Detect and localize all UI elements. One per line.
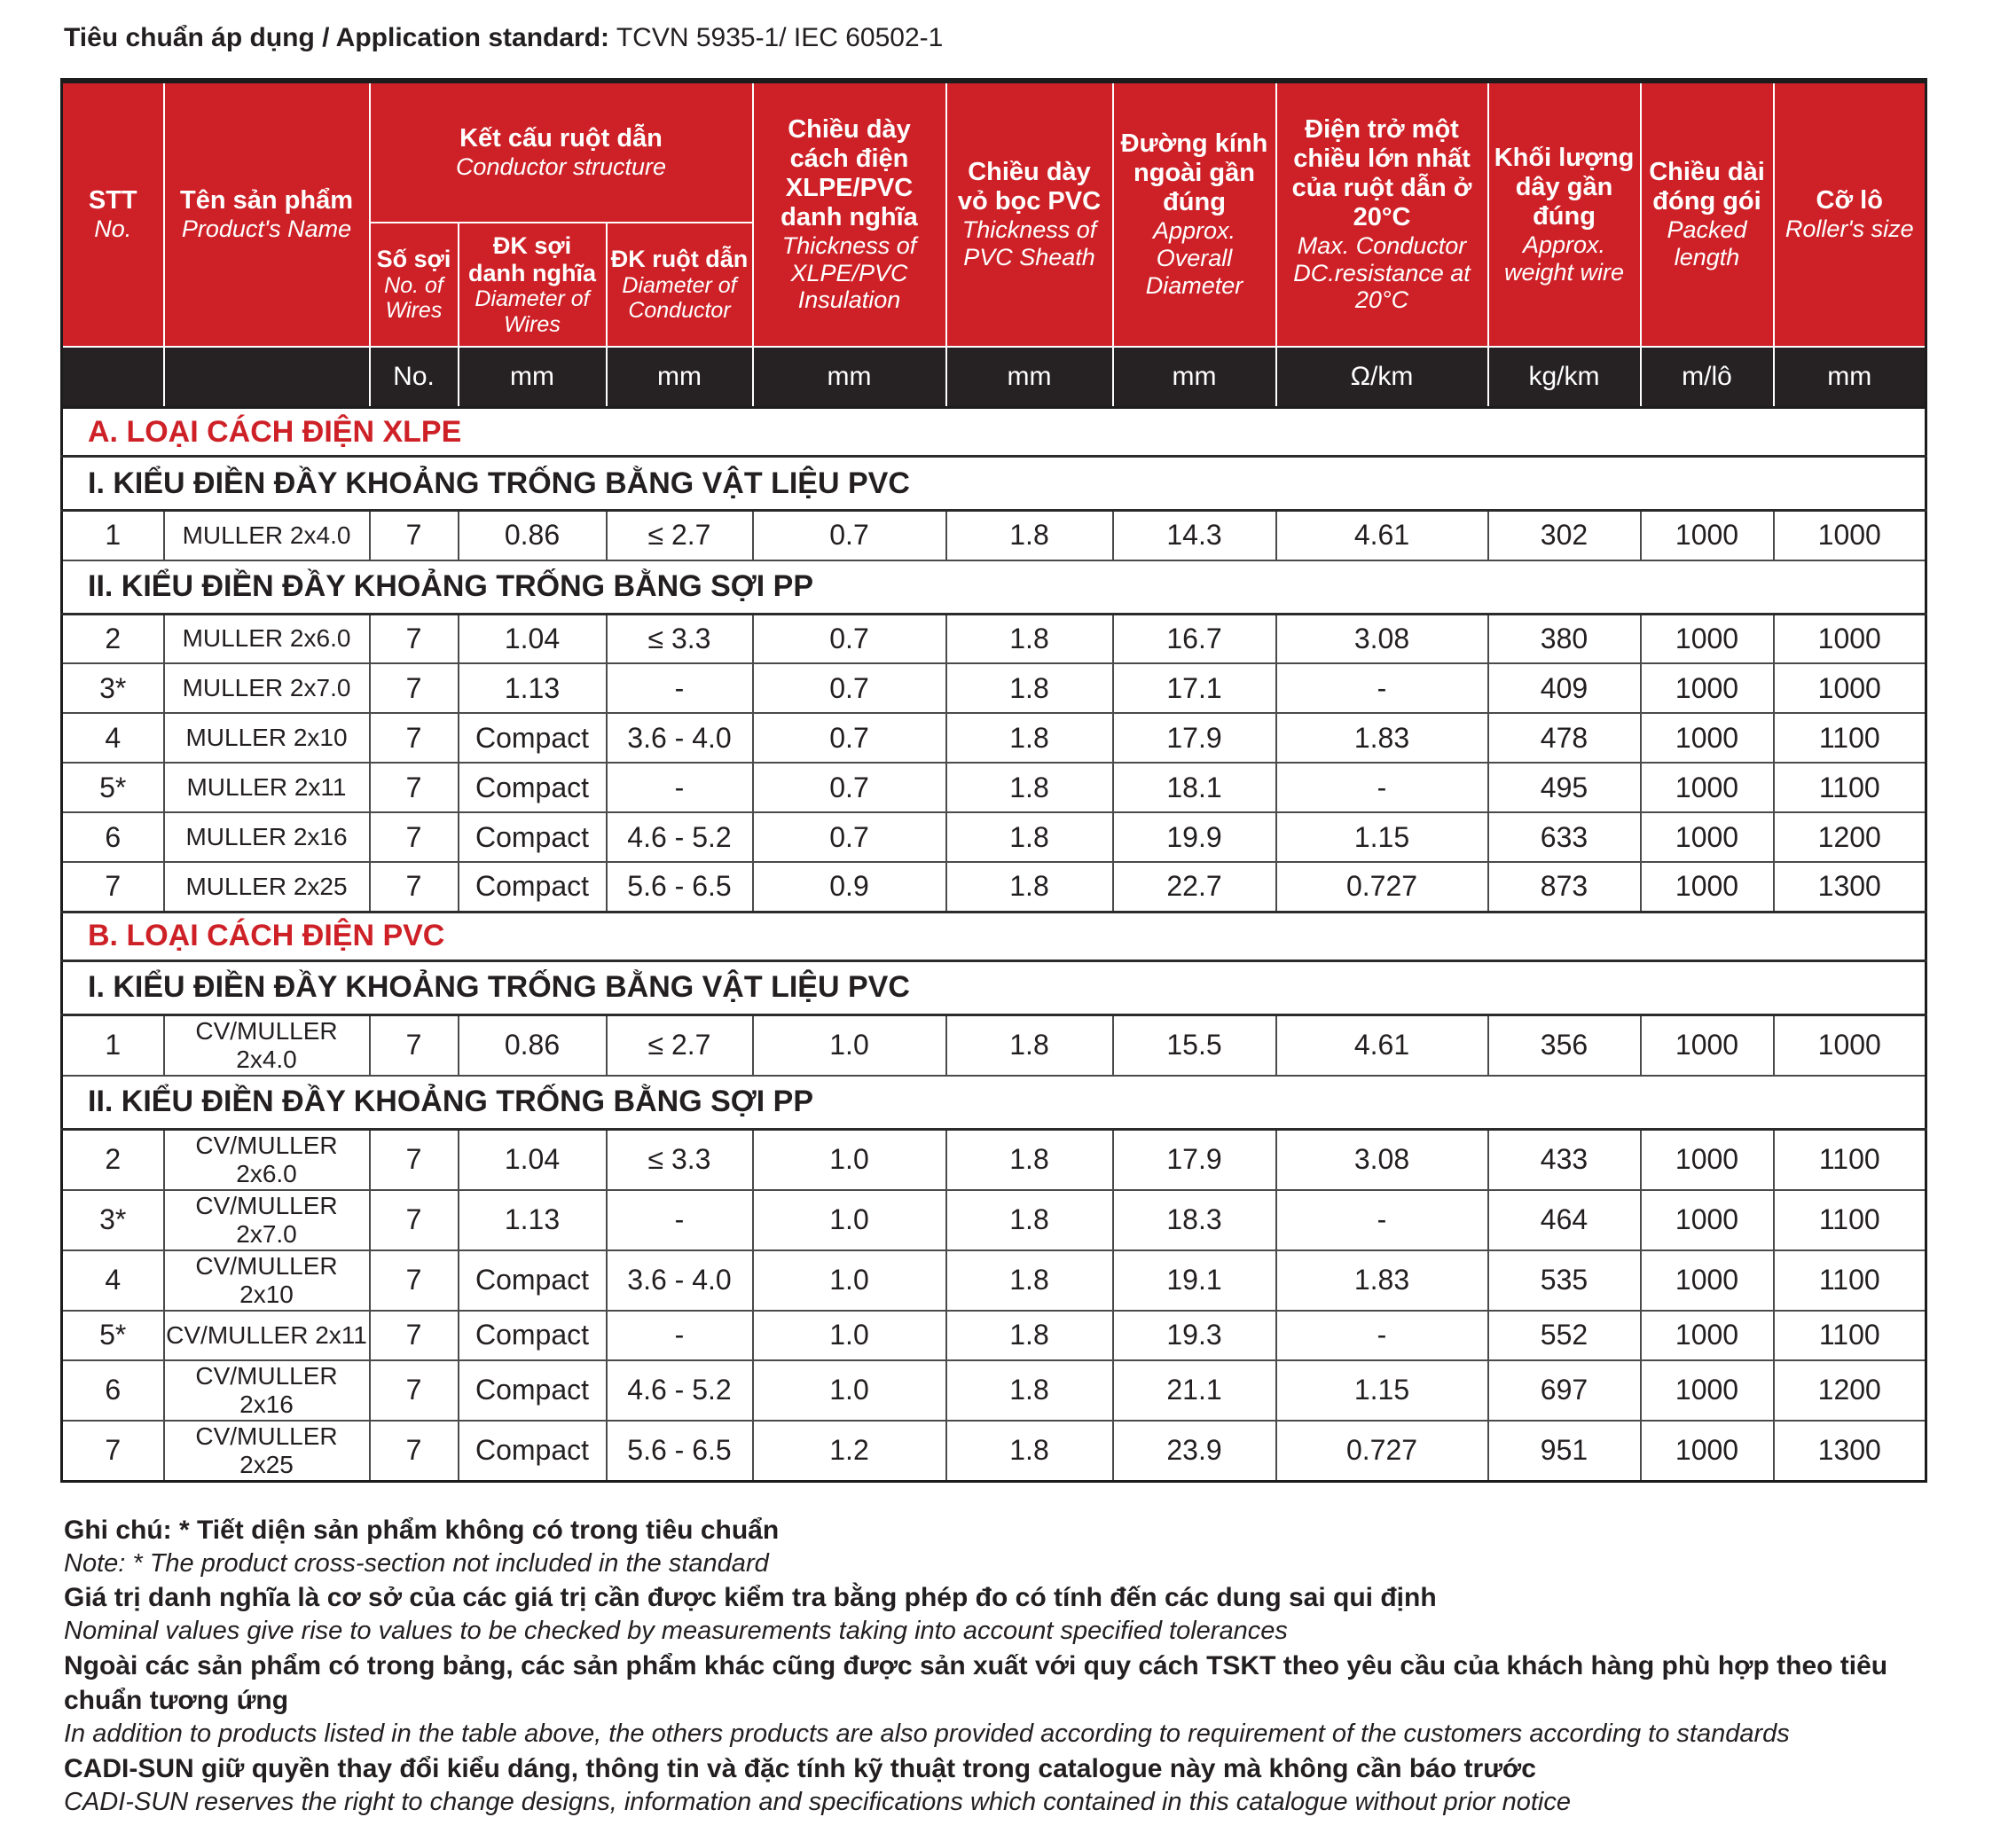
table-cell: 1100 [1774,713,1926,763]
table-cell: 7 [62,1421,164,1482]
table-cell: 7 [370,812,459,862]
table-cell: 1.83 [1276,1250,1488,1311]
unit-cell: mm [753,347,946,408]
table-cell: 7 [62,862,164,912]
table-cell: 1000 [1774,614,1926,663]
table-cell: 5* [62,1311,164,1360]
table-cell: MULLER 2x4.0 [164,511,370,560]
col-header-packed-vi: Chiều dài đóng gói [1649,158,1765,216]
table-cell: 1000 [1641,1014,1774,1076]
table-row [62,614,1926,663]
note-line: Note: * The product cross-section not included in the standard [64,1548,769,1578]
table-cell: Compact [459,812,607,862]
table-cell: 7 [370,1014,459,1076]
col-header-wires-en: No. of Wires [384,272,443,324]
table-cell: MULLER 2x25 [164,862,370,912]
unit-cell: kg/km [1488,347,1641,408]
table-cell: 495 [1488,763,1641,812]
col-header-diameter-en: Approx. Overall Diameter [1145,217,1243,299]
table-cell: 7 [370,862,459,912]
table-cell: 1.8 [946,763,1113,812]
table-cell: 1000 [1641,1421,1774,1482]
unit-cell: No. [370,347,459,408]
table-row [62,763,1926,812]
table-cell: 1100 [1774,763,1926,812]
table-cell: 1000 [1774,1014,1926,1076]
table-cell: 0.7 [753,763,946,812]
table-cell: 1.15 [1276,812,1488,862]
col-header-insulation-thickness [753,81,946,347]
table-cell: 7 [370,1311,459,1360]
note-line: CADI-SUN reserves the right to change designs, information and specifications which contained in this catalogue without prior notice [64,1787,1572,1816]
table-cell: 5* [62,763,164,812]
table-cell: 535 [1488,1250,1641,1311]
table-cell: Compact [459,1360,607,1421]
table-cell: 1.8 [946,1421,1113,1482]
table-cell: 7 [370,1360,459,1421]
notes [64,1513,1953,1820]
table-cell: - [1276,663,1488,713]
table-cell: 1.8 [946,1360,1113,1421]
col-header-diameter-vi: Đường kính ngoài gần đúng [1120,129,1268,217]
subsection-title-row-label: I. KIỂU ĐIỀN ĐẦY KHOẢNG TRỐNG BẰNG VẬT LIỆU PVC [62,960,1926,1014]
table-row [62,1360,1926,1421]
table-cell: 1000 [1641,1360,1774,1421]
col-header-sheath-vi: Chiều dày vỏ bọc PVC [957,158,1102,216]
table-cell: 1000 [1641,812,1774,862]
col-header-weight-vi: Khối lượng dây gần đúng [1494,143,1635,231]
table-cell: ≤ 2.7 [607,511,753,560]
units-row [62,347,1926,408]
table-cell: 1000 [1641,1129,1774,1190]
note-line: Ghi chú: * Tiết diện sản phẩm không có trong tiêu chuẩn [64,1515,780,1545]
table-cell: 7 [370,1129,459,1190]
table-cell: - [1276,763,1488,812]
table-cell: 2 [62,1129,164,1190]
table-cell: MULLER 2x16 [164,812,370,862]
table-body [62,408,1926,1482]
table-cell: 19.1 [1113,1250,1276,1311]
table-cell: 7 [370,1250,459,1311]
unit-cell: mm [459,347,607,408]
table-cell: MULLER 2x7.0 [164,663,370,713]
table-cell: 6 [62,812,164,862]
table-row [62,1250,1926,1311]
section-title-row-label: A. LOẠI CÁCH ĐIỆN XLPE [62,408,1926,457]
table-row [62,862,1926,912]
col-header-wire-dia-en: Diameter of Wires [475,286,590,337]
table-row [62,1014,1926,1076]
col-header-wire-diameter [459,223,607,347]
table-cell: 17.9 [1113,713,1276,763]
col-header-sheath-thickness [946,81,1113,347]
table-cell: 1100 [1774,1250,1926,1311]
table-cell: 4 [62,1250,164,1311]
table-cell: 1000 [1641,663,1774,713]
table-cell: 633 [1488,812,1641,862]
table-cell: 1300 [1774,1421,1926,1482]
table-cell: 1000 [1641,614,1774,663]
table-cell: 697 [1488,1360,1641,1421]
table-cell: - [607,663,753,713]
table-cell: 7 [370,511,459,560]
note-line: Ngoài các sản phẩm có trong bảng, các sản phẩm khác cũng được sản xuất với quy cách TSKT theo yêu cầu của khách hàng phù hợp theo tiêu chuẩn tương ứng [64,1650,1888,1715]
note-line: Nominal values give rise to values to be checked by measurements taking into account specified tolerances [64,1617,1288,1646]
table-cell: 19.3 [1113,1311,1276,1360]
table-cell: - [607,1190,753,1250]
table-cell: - [607,763,753,812]
table-cell: 951 [1488,1421,1641,1482]
table-cell: ≤ 3.3 [607,1129,753,1190]
table-cell: 0.7 [753,713,946,763]
table-cell: 1.83 [1276,713,1488,763]
table-cell: 1000 [1774,663,1926,713]
table-cell: 3.6 - 4.0 [607,713,753,763]
col-header-wires-vi: Số sợi [376,246,451,273]
table-cell: 1100 [1774,1311,1926,1360]
table-cell: 1.0 [753,1129,946,1190]
col-header-weight-en: Approx. weight wire [1503,231,1625,286]
col-header-stt [62,81,164,347]
table-cell: ≤ 3.3 [607,614,753,663]
col-header-conductor-diameter [607,223,753,347]
table-row [62,1129,1926,1190]
table-row [62,511,1926,560]
table-cell: 21.1 [1113,1360,1276,1421]
table-cell: 1.8 [946,862,1113,912]
table-cell: 0.7 [753,812,946,862]
table-cell: 17.1 [1113,663,1276,713]
table-cell: CV/MULLER 2x4.0 [164,1014,370,1076]
table-cell: 1 [62,1014,164,1076]
standard-value: TCVN 5935-1/ IEC 60502-1 [609,23,944,52]
table-cell: 464 [1488,1190,1641,1250]
table-cell: 1.8 [946,1014,1113,1076]
table-cell: 478 [1488,713,1641,763]
col-header-weight [1488,81,1641,347]
table-cell: 7 [370,763,459,812]
col-header-product-en: Product's Name [181,215,352,243]
col-header-conductor-vi: Kết cấu ruột dẫn [459,124,663,153]
table-cell: 7 [370,1190,459,1250]
unit-cell: mm [1774,347,1926,408]
table-cell: 16.7 [1113,614,1276,663]
table-cell: MULLER 2x10 [164,713,370,763]
table-cell: 19.9 [1113,812,1276,862]
table-cell: 0.86 [459,1014,607,1076]
table-cell: 1000 [1641,862,1774,912]
table-cell: 1.0 [753,1360,946,1421]
table-cell: 873 [1488,862,1641,912]
table-cell: 409 [1488,663,1641,713]
table-cell: 380 [1488,614,1641,663]
col-header-cond-dia-vi: ĐK ruột dẫn [610,246,749,273]
table-cell: 4 [62,713,164,763]
table-cell: 5.6 - 6.5 [607,862,753,912]
table-cell: - [1276,1190,1488,1250]
standard-label: Tiêu chuẩn áp dụng / Application standard: [64,23,610,52]
col-header-stt-en: No. [94,215,132,243]
table-cell: 3.08 [1276,1129,1488,1190]
table-cell: 7 [370,713,459,763]
table-cell: 1.0 [753,1250,946,1311]
col-header-packed-length [1641,81,1774,347]
table-cell: 433 [1488,1129,1641,1190]
table-cell: - [607,1311,753,1360]
table-cell: CV/MULLER 2x11 [164,1311,370,1360]
subsection-title-row [62,960,1926,1014]
table-cell: 1.8 [946,713,1113,763]
table-cell: Compact [459,763,607,812]
col-header-dc-resistance [1276,81,1488,347]
table-cell: 1000 [1641,1311,1774,1360]
table-cell: 3* [62,1190,164,1250]
unit-cell: mm [946,347,1113,408]
table-cell: 0.7 [753,511,946,560]
table-cell: Compact [459,1250,607,1311]
table-cell: 0.727 [1276,1421,1488,1482]
table-cell: 1300 [1774,862,1926,912]
table-cell: 4.6 - 5.2 [607,1360,753,1421]
table-cell: 1000 [1641,511,1774,560]
table-row [62,713,1926,763]
col-header-stt-vi: STT [88,186,137,215]
table-cell: CV/MULLER 2x16 [164,1360,370,1421]
table-cell: 1200 [1774,812,1926,862]
table-cell: Compact [459,1421,607,1482]
table-cell: 1000 [1641,1190,1774,1250]
table-cell: 1000 [1641,763,1774,812]
subsection-title-row [62,457,1926,511]
subsection-title-row [62,560,1926,615]
table-cell: 1.8 [946,812,1113,862]
col-header-product-vi: Tên sản phẩm [180,186,353,215]
table-cell: 2 [62,614,164,663]
col-header-no-of-wires [370,223,459,347]
table-cell: 1.8 [946,614,1113,663]
table-cell: 356 [1488,1014,1641,1076]
table-cell: 7 [370,663,459,713]
table-cell: 1.8 [946,511,1113,560]
col-header-packed-en: Packed length [1667,216,1747,271]
table-cell: 1.8 [946,1311,1113,1360]
subsection-title-row-label: I. KIỂU ĐIỀN ĐẦY KHOẢNG TRỐNG BẰNG VẬT LIỆU PVC [62,457,1926,511]
table-cell: 1.15 [1276,1360,1488,1421]
table-cell: 23.9 [1113,1421,1276,1482]
col-header-insulation-en: Thickness of XLPE/PVC Insulation [781,231,917,314]
col-header-roller-en: Roller's size [1785,215,1914,243]
table-row [62,1311,1926,1360]
col-header-roller-size [1774,81,1926,347]
table-cell: 1100 [1774,1129,1926,1190]
table-cell: ≤ 2.7 [607,1014,753,1076]
table-cell: 1.0 [753,1311,946,1360]
section-title-row [62,912,1926,960]
table-cell: 3* [62,663,164,713]
col-header-insulation-vi: Chiều dày cách điện XLPE/PVC danh nghĩa [781,114,918,231]
col-header-product-name [164,81,370,347]
table-cell: MULLER 2x6.0 [164,614,370,663]
note-line: In addition to products listed in the table above, the others products are also provided according to requirement of the customers according to standards [64,1719,1790,1748]
table-cell: Compact [459,713,607,763]
table-cell: 1.13 [459,663,607,713]
table-cell: 1.8 [946,663,1113,713]
table-cell: MULLER 2x11 [164,763,370,812]
table-cell: Compact [459,862,607,912]
col-header-conductor-en: Conductor structure [455,153,667,181]
subsection-title-row [62,1076,1926,1130]
table-cell: 1 [62,511,164,560]
table-cell: 1.04 [459,1129,607,1190]
table-cell: 6 [62,1360,164,1421]
note-line: Giá trị danh nghĩa là cơ sở của các giá trị cần được kiểm tra bằng phép đo có tính đến các dung sai qui định [64,1583,1437,1613]
table-cell: 1.8 [946,1129,1113,1190]
table-cell: 3.08 [1276,614,1488,663]
unit-cell: Ω/km [1276,347,1488,408]
table-cell: 1000 [1641,713,1774,763]
table-cell: CV/MULLER 2x7.0 [164,1190,370,1250]
col-header-cond-dia-en: Diameter of Conductor [622,272,737,324]
spec-table [60,78,1927,1483]
table-cell: 4.61 [1276,511,1488,560]
table-cell: 15.5 [1113,1014,1276,1076]
table-cell: 7 [370,614,459,663]
table-cell: CV/MULLER 2x6.0 [164,1129,370,1190]
unit-cell: mm [607,347,753,408]
table-cell: 552 [1488,1311,1641,1360]
table-cell: 0.7 [753,663,946,713]
section-title-row-label: B. LOẠI CÁCH ĐIỆN PVC [62,912,1926,960]
table-cell: 0.86 [459,511,607,560]
col-header-wire-dia-vi: ĐK sợi danh nghĩa [468,231,596,286]
unit-cell [164,347,370,408]
table-cell: 1.0 [753,1014,946,1076]
table-cell: 18.1 [1113,763,1276,812]
section-title-row [62,408,1926,457]
unit-cell: m/lô [1641,347,1774,408]
col-header-overall-diameter [1113,81,1276,347]
table-cell: 14.3 [1113,511,1276,560]
table-cell: 1.8 [946,1250,1113,1311]
table-cell: 4.6 - 5.2 [607,812,753,862]
table-cell: 302 [1488,511,1641,560]
table-row [62,812,1926,862]
table-cell: 1.0 [753,1190,946,1250]
table-row [62,1421,1926,1482]
table-cell: 17.9 [1113,1129,1276,1190]
table-cell: 1100 [1774,1190,1926,1250]
unit-cell [62,347,164,408]
table-cell: 1000 [1774,511,1926,560]
subsection-title-row-label: II. KIỂU ĐIỀN ĐẦY KHOẢNG TRỐNG BẰNG SỢI PP [62,1076,1926,1130]
table-cell: 1.04 [459,614,607,663]
table-row [62,1190,1926,1250]
col-header-sheath-en: Thickness of PVC Sheath [961,216,1097,271]
col-header-conductor-structure [370,81,753,223]
subsection-title-row-label: II. KIỂU ĐIỀN ĐẦY KHOẢNG TRỐNG BẰNG SỢI PP [62,560,1926,615]
table-cell: CV/MULLER 2x10 [164,1250,370,1311]
table-cell: 22.7 [1113,862,1276,912]
table-cell: 7 [370,1421,459,1482]
table-cell: CV/MULLER 2x25 [164,1421,370,1482]
col-header-resistance-en: Max. Conductor DC.resistance at 20°C [1293,231,1471,314]
page-title [64,23,2016,53]
unit-cell: mm [1113,347,1276,408]
col-header-roller-vi: Cỡ lô [1816,186,1883,215]
table-cell: 5.6 - 6.5 [607,1421,753,1482]
table-cell: 3.6 - 4.0 [607,1250,753,1311]
col-header-resistance-vi: Điện trở một chiều lớn nhất của ruột dẫn ở 20°C [1291,114,1472,231]
table-cell: 0.9 [753,862,946,912]
table-cell: 1.2 [753,1421,946,1482]
table-cell: 1200 [1774,1360,1926,1421]
table-cell: 18.3 [1113,1190,1276,1250]
table-cell: 4.61 [1276,1014,1488,1076]
table-cell: 1.8 [946,1190,1113,1250]
table-cell: - [1276,1311,1488,1360]
table-cell: 1000 [1641,1250,1774,1311]
table-cell: 0.727 [1276,862,1488,912]
table-cell: Compact [459,1311,607,1360]
note-line: CADI-SUN giữ quyền thay đổi kiểu dáng, thông tin và đặc tính kỹ thuật trong catalogue này mà không cần báo trước [64,1753,1536,1783]
table-cell: 0.7 [753,614,946,663]
table-row [62,663,1926,713]
table-cell: 1.13 [459,1190,607,1250]
